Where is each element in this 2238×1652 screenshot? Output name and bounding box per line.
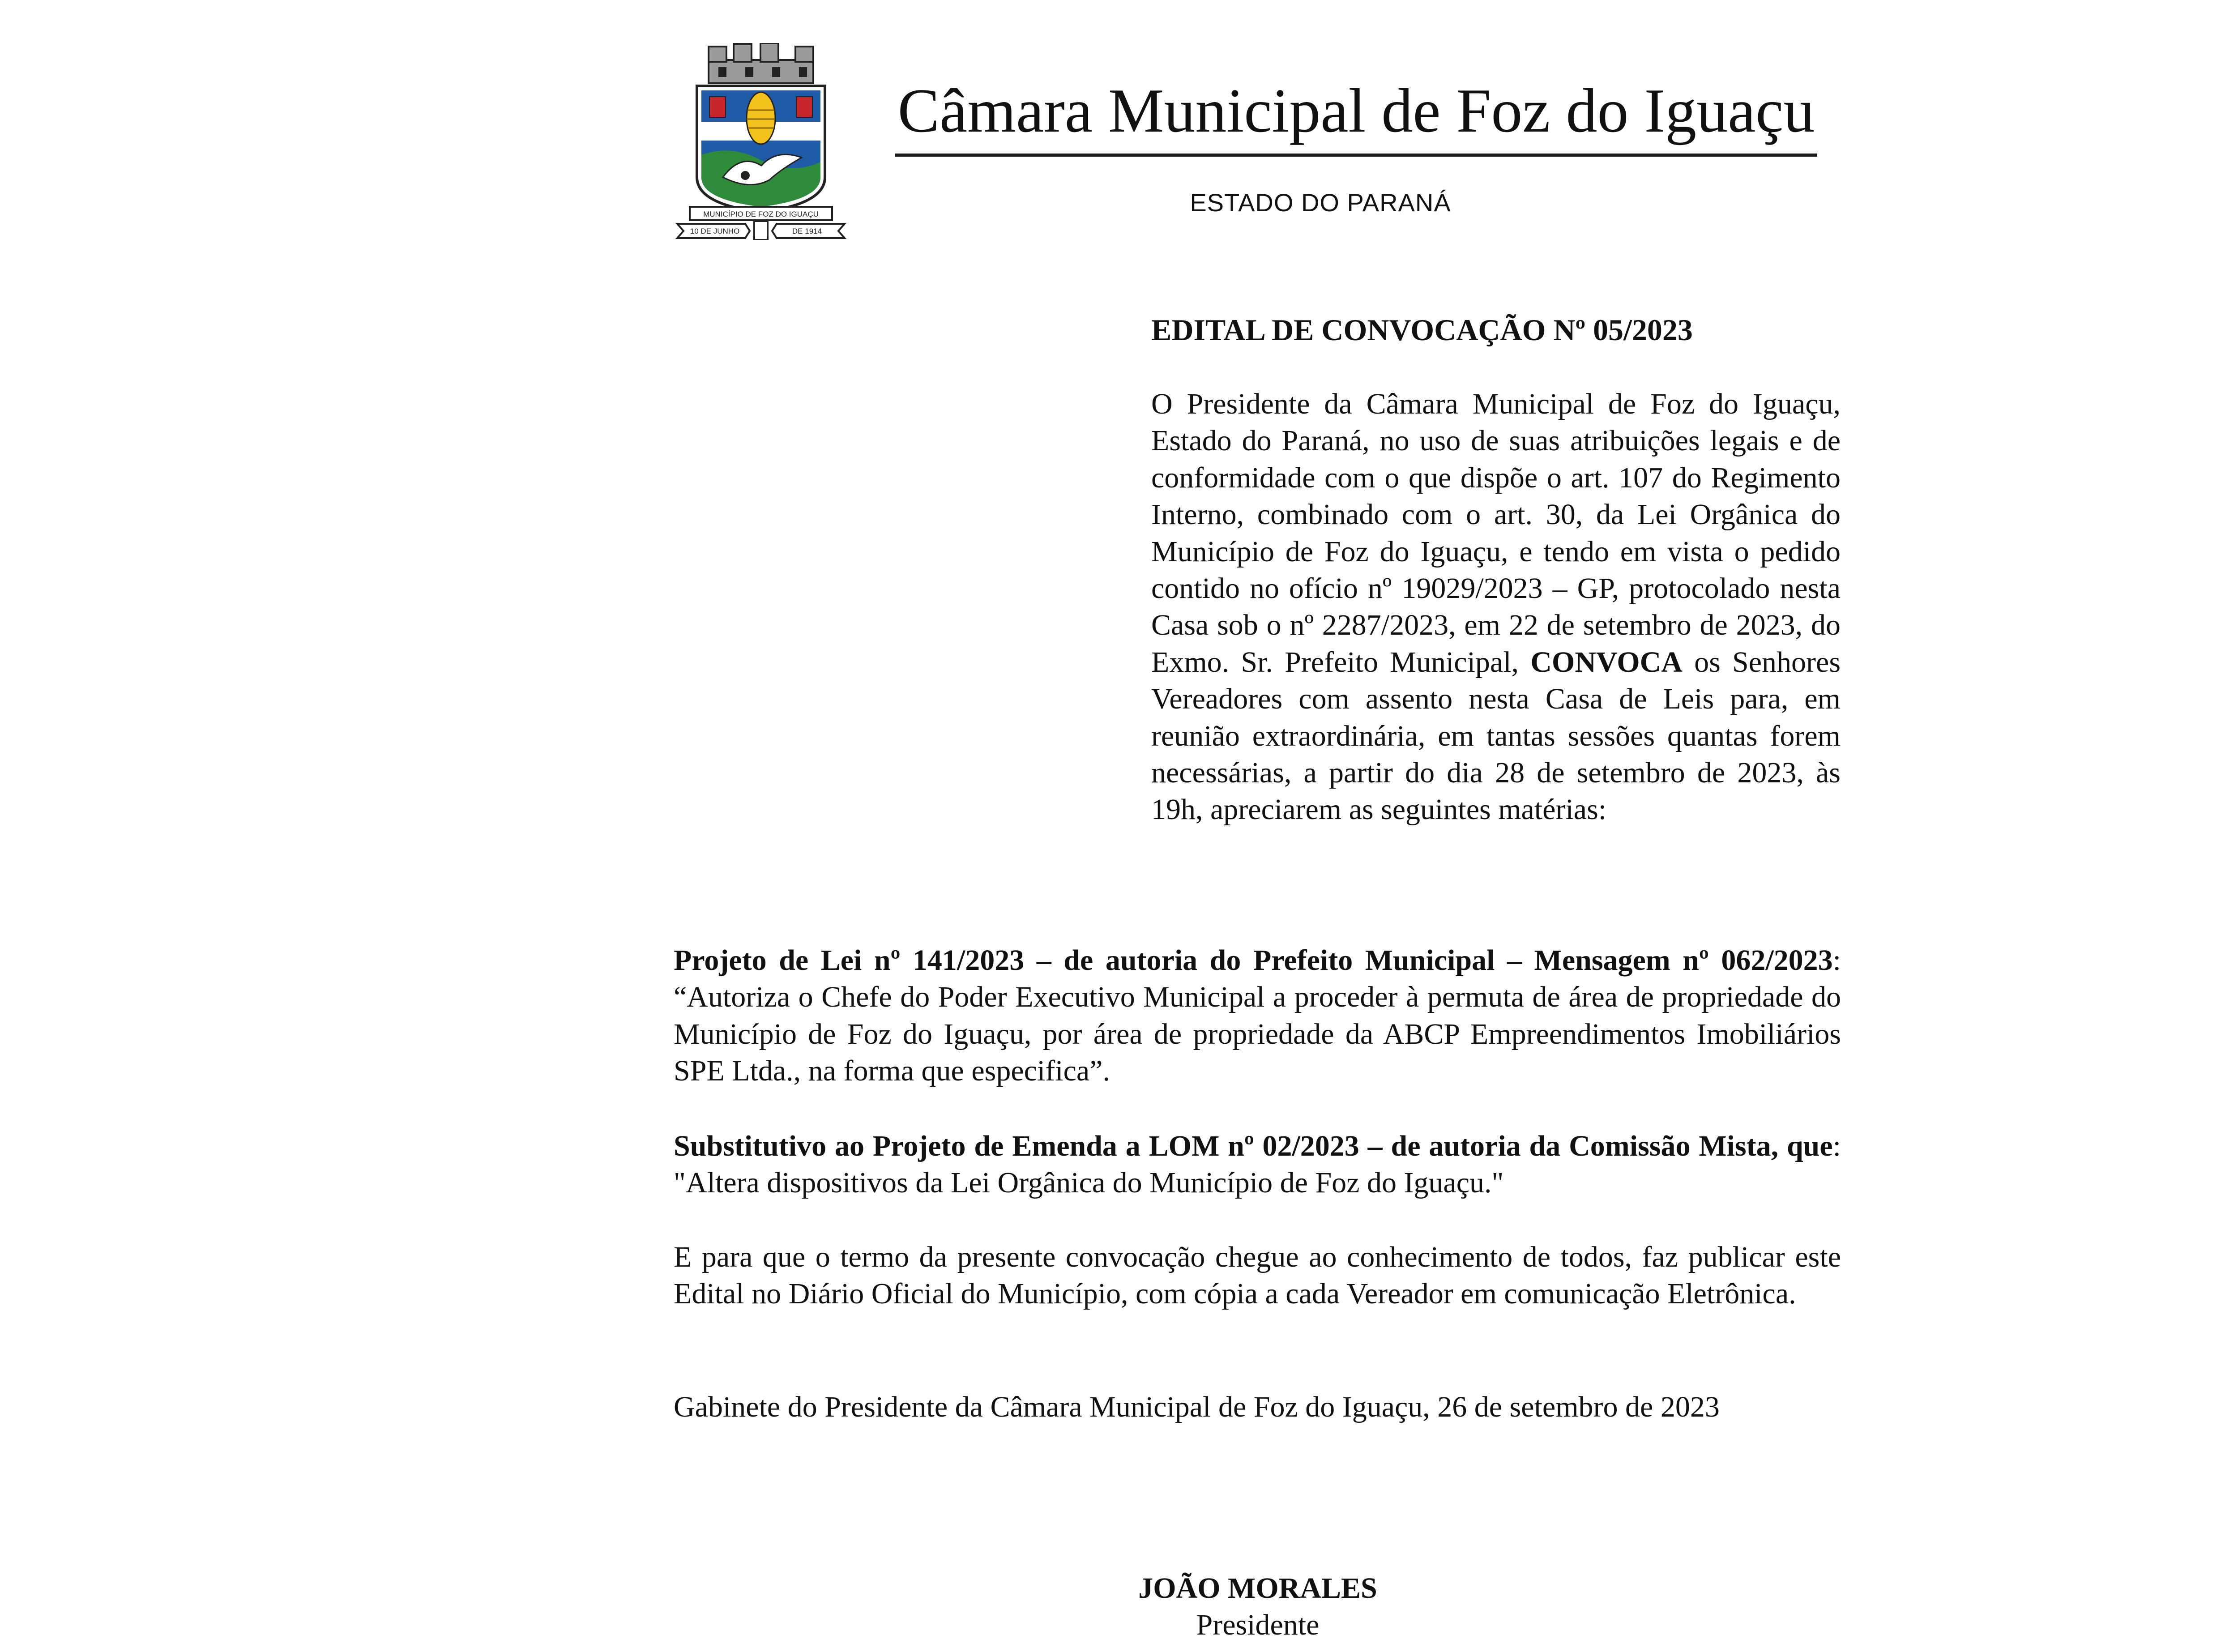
signer-role: Presidente — [1196, 1609, 1320, 1641]
matter-text: : "Altera dispositivos da Lei Orgânica do Município de Foz do Iguaçu." — [674, 1130, 1841, 1200]
state-name: ESTADO DO PARANÁ — [1190, 188, 1451, 217]
place-date: Gabinete do Presidente da Câmara Municipal de Foz do Iguaçu, 26 de setembro de 2023 — [674, 1391, 1720, 1423]
crest-ribbon-left: 10 DE JUNHO — [690, 227, 740, 235]
chamber-name: Câmara Municipal de Foz do Iguaçu — [897, 76, 1815, 145]
signer-name: JOÃO MORALES — [1138, 1572, 1377, 1605]
preamble-text-2: os Senhores Vereadores com assento nesta Casa de Leis para, em reunião extraordinária, em tantas sessões quantas forem necessárias, a partir do dia 28 de setembro de 2023, às 19h, apreciarem as seguintes matérias: — [1151, 645, 1841, 826]
matter-heading: Substitutivo ao Projeto de Emenda a LOM nº 02/2023 – de autoria da Comissão Mista, que — [674, 1130, 1833, 1162]
closing-paragraph: E para que o termo da presente convocação chegue ao conhecimento de todos, faz publicar este Edital no Diário Oficial do Município, com cópia a cada Vereador em comunicação Eletrônica. — [674, 1241, 1841, 1311]
edict-preamble — [1151, 386, 1841, 828]
crest-text: MUNICÍPIO DE FOZ DO IGUAÇU — [703, 210, 819, 218]
matter-item — [674, 942, 1841, 1090]
crest-ribbon-right: DE 1914 — [792, 227, 822, 235]
matter-text: : “Autoriza o Chefe do Poder Executivo Municipal a proceder à permuta de área de propriedade do Município de Foz do Iguaçu, por área de propriedade da ABCP Empreendimentos Imobiliários SPE Ltda., na forma que especifica”. — [674, 944, 1841, 1088]
signature-block — [985, 1570, 1531, 1643]
header-divider — [895, 154, 1817, 157]
matter-item — [674, 1128, 1841, 1202]
matter-heading: Projeto de Lei nº 141/2023 – de autoria do Prefeito Municipal – Mensagem nº 062/2023 — [674, 944, 1833, 977]
preamble-text-1: O Presidente da Câmara Municipal de Foz do Iguaçu, Estado do Paraná, no uso de suas atribuições legais e de conformidade com o que dispõe o art. 107 do Regimento Interno, combinado com o art. 30, da Lei Orgânica do Município de Foz do Iguaçu, e tendo em vista o pedido contido no ofício nº 19029/2023 – GP, protocolado nesta Casa sob o nº 2287/2023, em 22 de setembro de 2023, do Exmo. Sr. Prefeito Municipal, — [1151, 388, 1841, 679]
edict-title: EDITAL DE CONVOCAÇÃO Nº 05/2023 — [1151, 313, 1693, 347]
preamble-keyword: CONVOCA — [1530, 645, 1683, 679]
coat-of-arms-icon — [674, 43, 848, 240]
